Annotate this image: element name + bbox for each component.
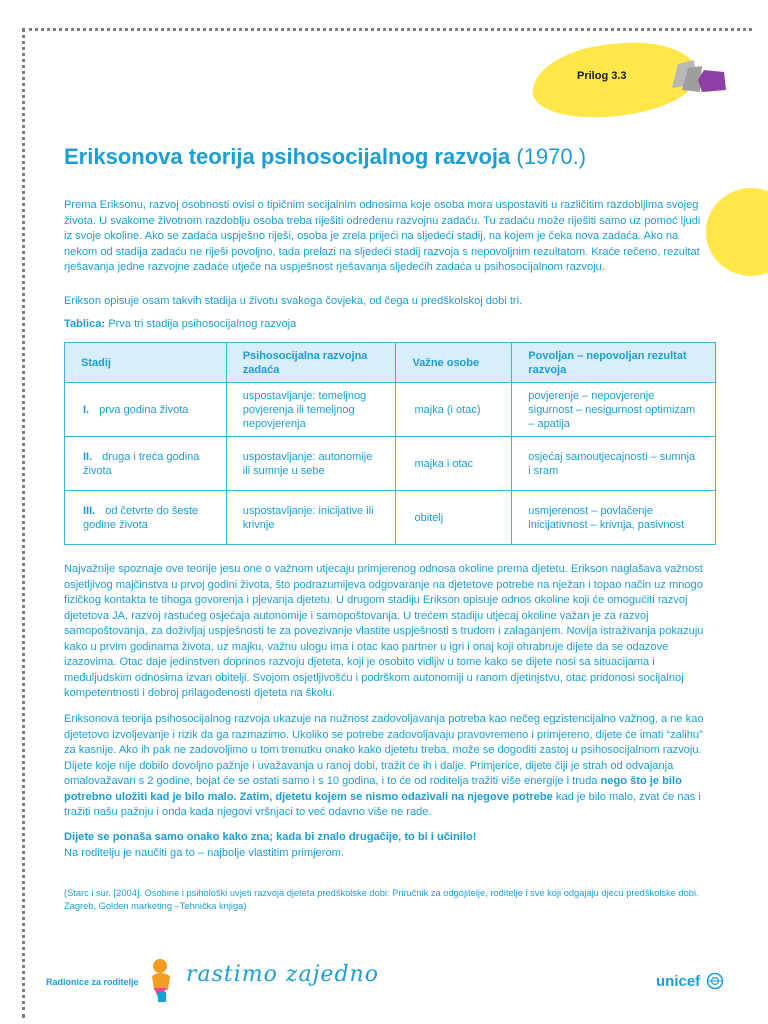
table-header-row: [65, 343, 716, 383]
table-caption-text: Prva tri stadija psihosocijalnog razvoja: [108, 318, 297, 330]
footer-workshop-label: Radionice za roditelje: [46, 977, 139, 987]
stage-number: II.: [83, 450, 93, 463]
key-insights-paragraph: Najvažnije spoznaje ove teorije jesu one o važnom utjecaju primjerenog odnosa okoline prema djetetu. Erikson naglašava važnost osjetljivog majčinstva u prvoj godini života, što podrazumijeva odgovaranje na djetetove potrebe na nježan i topao način uz mnogo fizičkog kontakta te tihoga govorenja i pjevanja djetetu. U drugom stadiju Erikson opisuje odnos okoline koji će omogućiti razvoj djetetova JA, razvoj rastućeg osjećaja autonomije i samopoštovanja. U trećem stadiju utjecaj okoline važan je za razvoj samopoštovanja, za doživljaj uspješnosti te za povezivanje vlastite uspješnosti s trudom i zalaganjem. Novija istraživanja pokazuju kako u prvim godinama života, uz majku, važnu ulogu ima i otac kao partner u igri i onaj koji ohrabruje dijete da se odazove izazovima. Otac daje jedinstven doprinos razvoju djeteta, koji je osobito vidljiv u tome kako se dijete nosi sa situacijama i međuljudskim odnosima izvan obitelji. Svojom osjetljivošću i podrškom autonomiji u ranom djetinjstvu, otac pridonosi socijalnoj kompetentnosti i dobroj prilagođenosti djeteta na školu.: [64, 563, 704, 699]
closing-emphasis: Dijete se ponaša samo onako kako zna; kada bi znalo drugačije, to bi i učinilo!: [64, 831, 477, 843]
stage-name: od četvrte do šeste godine života: [83, 504, 199, 531]
task-cell: uspostavljanje: autonomije ili sumnje u sebe: [226, 437, 396, 491]
stage-name: druga i treća godina života: [83, 450, 200, 477]
stage-name: prva godina života: [99, 403, 189, 416]
title-main: Eriksonova teorija psihosocijalnog razvoja: [64, 144, 511, 169]
needs-paragraph: [64, 712, 706, 821]
needs-paragraph-text: Eriksonova teorija psihosocijalnog razvoja ukazuje na nužnost zadovoljavanja potreba kao nečeg egzistencijalno važnog, a ne kao djetetovo izvoljevanje i rizik da ga razmazimo. Ukoliko se potrebe zadovoljavaju pravovremeno i primjereno, dijete će imati “zalihu” za kasnije. Ako ih pak ne zadovoljimo u tom trenutku onako kako djetetu treba, može se dogoditi zastoj u psihosocijalnom razvoju. Dijete koje nije dobilo dovoljno pažnje i uvažavanja u ranoj dobi, tražit će ih i dalje. Primjerice, dijete čiji je strah od odvajanja omalovažavan s 2 godine, bojat će se ostati samo i s 10 godina, i to će od roditelja tražiti više energije i truda: [64, 713, 704, 787]
unicef-wordmark: unicef: [656, 973, 701, 990]
stage-cell: [65, 437, 227, 491]
page-title: [64, 144, 586, 170]
task-cell: uspostavljanje: temeljnog povjerenja ili temeljnog nepovjerenja: [226, 383, 396, 437]
stage-cell: [65, 491, 227, 545]
needs-paragraph-end: kad je bilo malo, zvat će nas i tražiti našu pažnju i onda kada njegovi vršnjaci to već odavno više ne rade.: [64, 790, 701, 818]
result-cell: povjerenje – nepovjerenje sigurnost – nesigurnost optimizam – apatija: [512, 383, 716, 437]
result-cell: usmjerenost – povlačenje inicijativnost – krivnja, pasivnost: [512, 491, 716, 545]
header-result: Povoljan – nepovoljan rezultat razvoja: [512, 343, 716, 383]
table-row: [65, 437, 716, 491]
header-stage: Stadij: [65, 343, 227, 383]
child-figure-icon: [146, 958, 178, 1004]
table-row: [65, 383, 716, 437]
header-persons: Važne osobe: [396, 343, 512, 383]
closing-text: Na roditelju je naučiti ga to – najbolje vlastitim primjerom.: [64, 846, 344, 859]
stages-summary-paragraph: Erikson opisuje osam takvih stadija u životu svakoga čovjeka, od čega u predškolskoj dobi tri.: [64, 295, 523, 307]
intro-paragraph: Prema Eriksonu, razvoj osobnosti ovisi o tipičnim socijalnim odnosima koje osoba mora uspostaviti u različitim razdobljima svojeg života. U svakome životnom razdoblju osoba treba riješiti određenu razvojnu zadaću. Tu zadaću može riješiti samo uz pomoć ljudi iz svoje okoline. Ako se zadaća uspješno riješi, osoba je zrela prijeći na sljedeći stadij, na kojem je čeka nova zadaća. Ako na nekom od stadija zadaću ne riješi povoljno, tada prelazi na sljedeći stadij razvoja s nepovoljnim rezultatom. Kraće rečeno, rezultat rješavanja jedne razvojne zadaće utječe na uspješnost rješavanja sljedećih zadaća u psihosocijalnom razvoju.: [64, 199, 701, 273]
footer-slogan: rastimo zajedno: [186, 962, 379, 987]
attachment-label: Prilog 3.3: [577, 70, 627, 82]
task-cell: uspostavljanje: inicijative ili krivnje: [226, 491, 396, 545]
needs-paragraph-emphasis: nego što je bilo potrebno uložiti kad je bilo malo. Zatim, djetetu kojem se nismo odazivali na njegove potrebe: [64, 775, 682, 803]
persons-cell: majka (i otac): [396, 383, 512, 437]
stage-number: III.: [83, 504, 96, 517]
books-icon: [668, 58, 728, 98]
table-caption: [64, 318, 296, 330]
table-caption-label: Tablica:: [64, 318, 106, 330]
globe-icon: [706, 972, 724, 990]
table-row: [65, 491, 716, 545]
persons-cell: majka i otac: [396, 437, 512, 491]
persons-cell: obitelj: [396, 491, 512, 545]
title-year: (1970.): [516, 144, 587, 169]
stage-number: I.: [83, 403, 90, 416]
header-task: Psihosocijalna razvojna zadaća: [226, 343, 396, 383]
result-cell: osjećaj samoutjecajnosti – sumnja i sram: [512, 437, 716, 491]
stage-cell: [65, 383, 227, 437]
source-citation: (Starc i sur. [2004]. Osobine i psihološki uvjeti razvoja djeteta predškolske dobi: Priručnik za odgojitelje, roditelje i sve koji odgajaju djecu predškolske dobi. Zagreb, Golden marketing –Tehnička knjiga): [64, 888, 699, 911]
stages-table: [64, 342, 716, 545]
closing-paragraph: [64, 830, 706, 861]
